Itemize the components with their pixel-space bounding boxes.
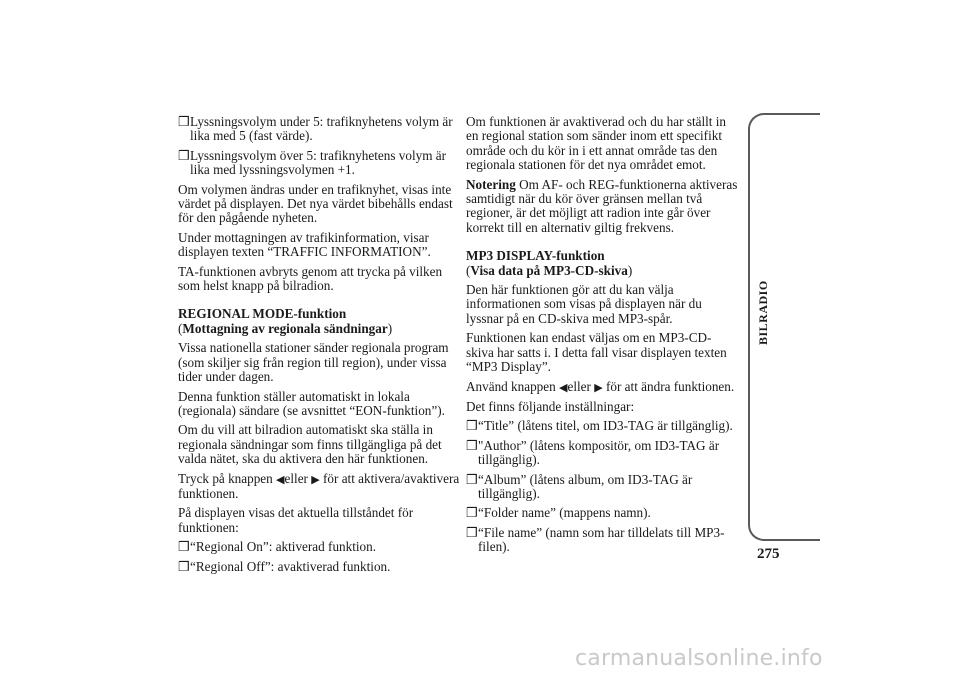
left-column	[178, 115, 466, 579]
list-item: ❒ “Album” (låtens album, om ID3-TAG är tillgänglig).	[466, 471, 693, 501]
paragraph: Under mottagningen av trafikinformation, visar displayen texten “TRAFFIC INFORMATION”.	[178, 229, 431, 260]
paragraph: Använd knappen ◀eller ▶ för att ändra funktionen.	[466, 378, 735, 394]
paragraph: Den här funktionen gör att du kan välja informationen som visas på displayen när du lyssnar på en CD-skiva med MP3-spår.	[466, 282, 702, 326]
paragraph: Tryck på knappen ◀eller ▶ för att aktivera/avaktivera funktionen.	[178, 470, 460, 501]
checkbox-bullet-icon: ❒	[466, 437, 478, 453]
list-item: ❒ “File name” (namn som har tilldelats till MP3-filen).	[466, 524, 725, 555]
list-item: ❒ “Folder name” (mappens namn).	[466, 505, 651, 521]
checkbox-bullet-icon: ❒	[178, 539, 190, 555]
note-paragraph: Notering Om AF- och REG-funktionerna aktiveras samtidigt när du kör över gränsen mellan två regioner, är det möjligt att radion inte går över korrekt till en alternativ giltig frekvens.	[466, 176, 738, 235]
section-subheading: (Visa data på MP3-CD-skiva)	[466, 262, 633, 278]
list-item: ❒ Lyssningsvolym över 5: trafiknyhetens volym är lika med lyssningsvolymen +1.	[178, 147, 447, 178]
paragraph: Om du vill att bilradion automatiskt ska ställa in regionala sändningar som finns tillgängliga på det valda nätet, ska du aktivera den här funktionen.	[178, 422, 442, 467]
paragraph: På displayen visas det aktuella tillståndet för funktionen:	[178, 505, 414, 535]
paragraph: TA-funktionen avbryts genom att trycka på vilken som helst knapp på bilradion.	[178, 263, 443, 294]
list-item: ❒ “Regional Off”: avaktiverad funktion.	[178, 558, 391, 574]
list-item: ❒ “Regional On”: aktiverad funktion.	[178, 539, 377, 555]
right-column	[466, 115, 738, 560]
section-label: BILRADIO	[756, 280, 770, 345]
left-arrow-icon: ◀	[559, 381, 568, 394]
section-heading: MP3 DISPLAY-funktion	[466, 248, 605, 264]
section-subheading: (Mottagning av regionala sändningar)	[178, 320, 393, 336]
paragraph: Funktionen kan endast väljas om en MP3-CD-skiva har satts i. I detta fall visar displayen texten “MP3 Display”.	[466, 330, 727, 375]
page-number: 275	[757, 546, 780, 562]
checkbox-bullet-icon: ❒	[466, 505, 478, 521]
paragraph: Om volymen ändras under en trafiknyhet, visas inte värdet på displayen. Det nya värdet bibehålls endast för den pågående nyheten.	[178, 181, 453, 226]
watermark: carmanualsonline.info	[575, 646, 823, 671]
right-arrow-icon: ▶	[311, 473, 320, 486]
list-item: ❒ "Author” (låtens kompositör, om ID3-TAG är tillgänglig).	[466, 437, 720, 468]
checkbox-bullet-icon: ❒	[466, 471, 478, 487]
paragraph: Om funktionen är avaktiverad och du har ställt in en regional station som sänder inom ett specifikt område och du kör in i ett annat område tas den regionala stationen för det nya området emot.	[466, 114, 727, 173]
checkbox-bullet-icon: ❒	[178, 558, 190, 574]
checkbox-bullet-icon: ❒	[178, 147, 190, 163]
checkbox-bullet-icon: ❒	[178, 114, 190, 129]
paragraph: Vissa nationella stationer sänder regionala program (som skiljer sig från region till region), under vissa tider under dagen.	[178, 340, 449, 385]
paragraph: Det finns följande inställningar:	[466, 398, 635, 414]
list-item: ❒ Lyssningsvolym under 5: trafiknyhetens volym är lika med 5 (fast värde).	[178, 114, 453, 144]
list-item: ❒ “Title” (låtens titel, om ID3-TAG är tillgänglig).	[466, 418, 733, 434]
checkbox-bullet-icon: ❒	[466, 418, 478, 434]
right-arrow-icon: ▶	[594, 381, 603, 394]
checkbox-bullet-icon: ❒	[466, 524, 478, 540]
section-heading: REGIONAL MODE-funktion	[178, 306, 347, 322]
paragraph: Denna funktion ställer automatiskt in lokala (regionala) sändare (se avsnittet “EON-funktion”).	[178, 388, 445, 418]
left-arrow-icon: ◀	[276, 473, 285, 486]
